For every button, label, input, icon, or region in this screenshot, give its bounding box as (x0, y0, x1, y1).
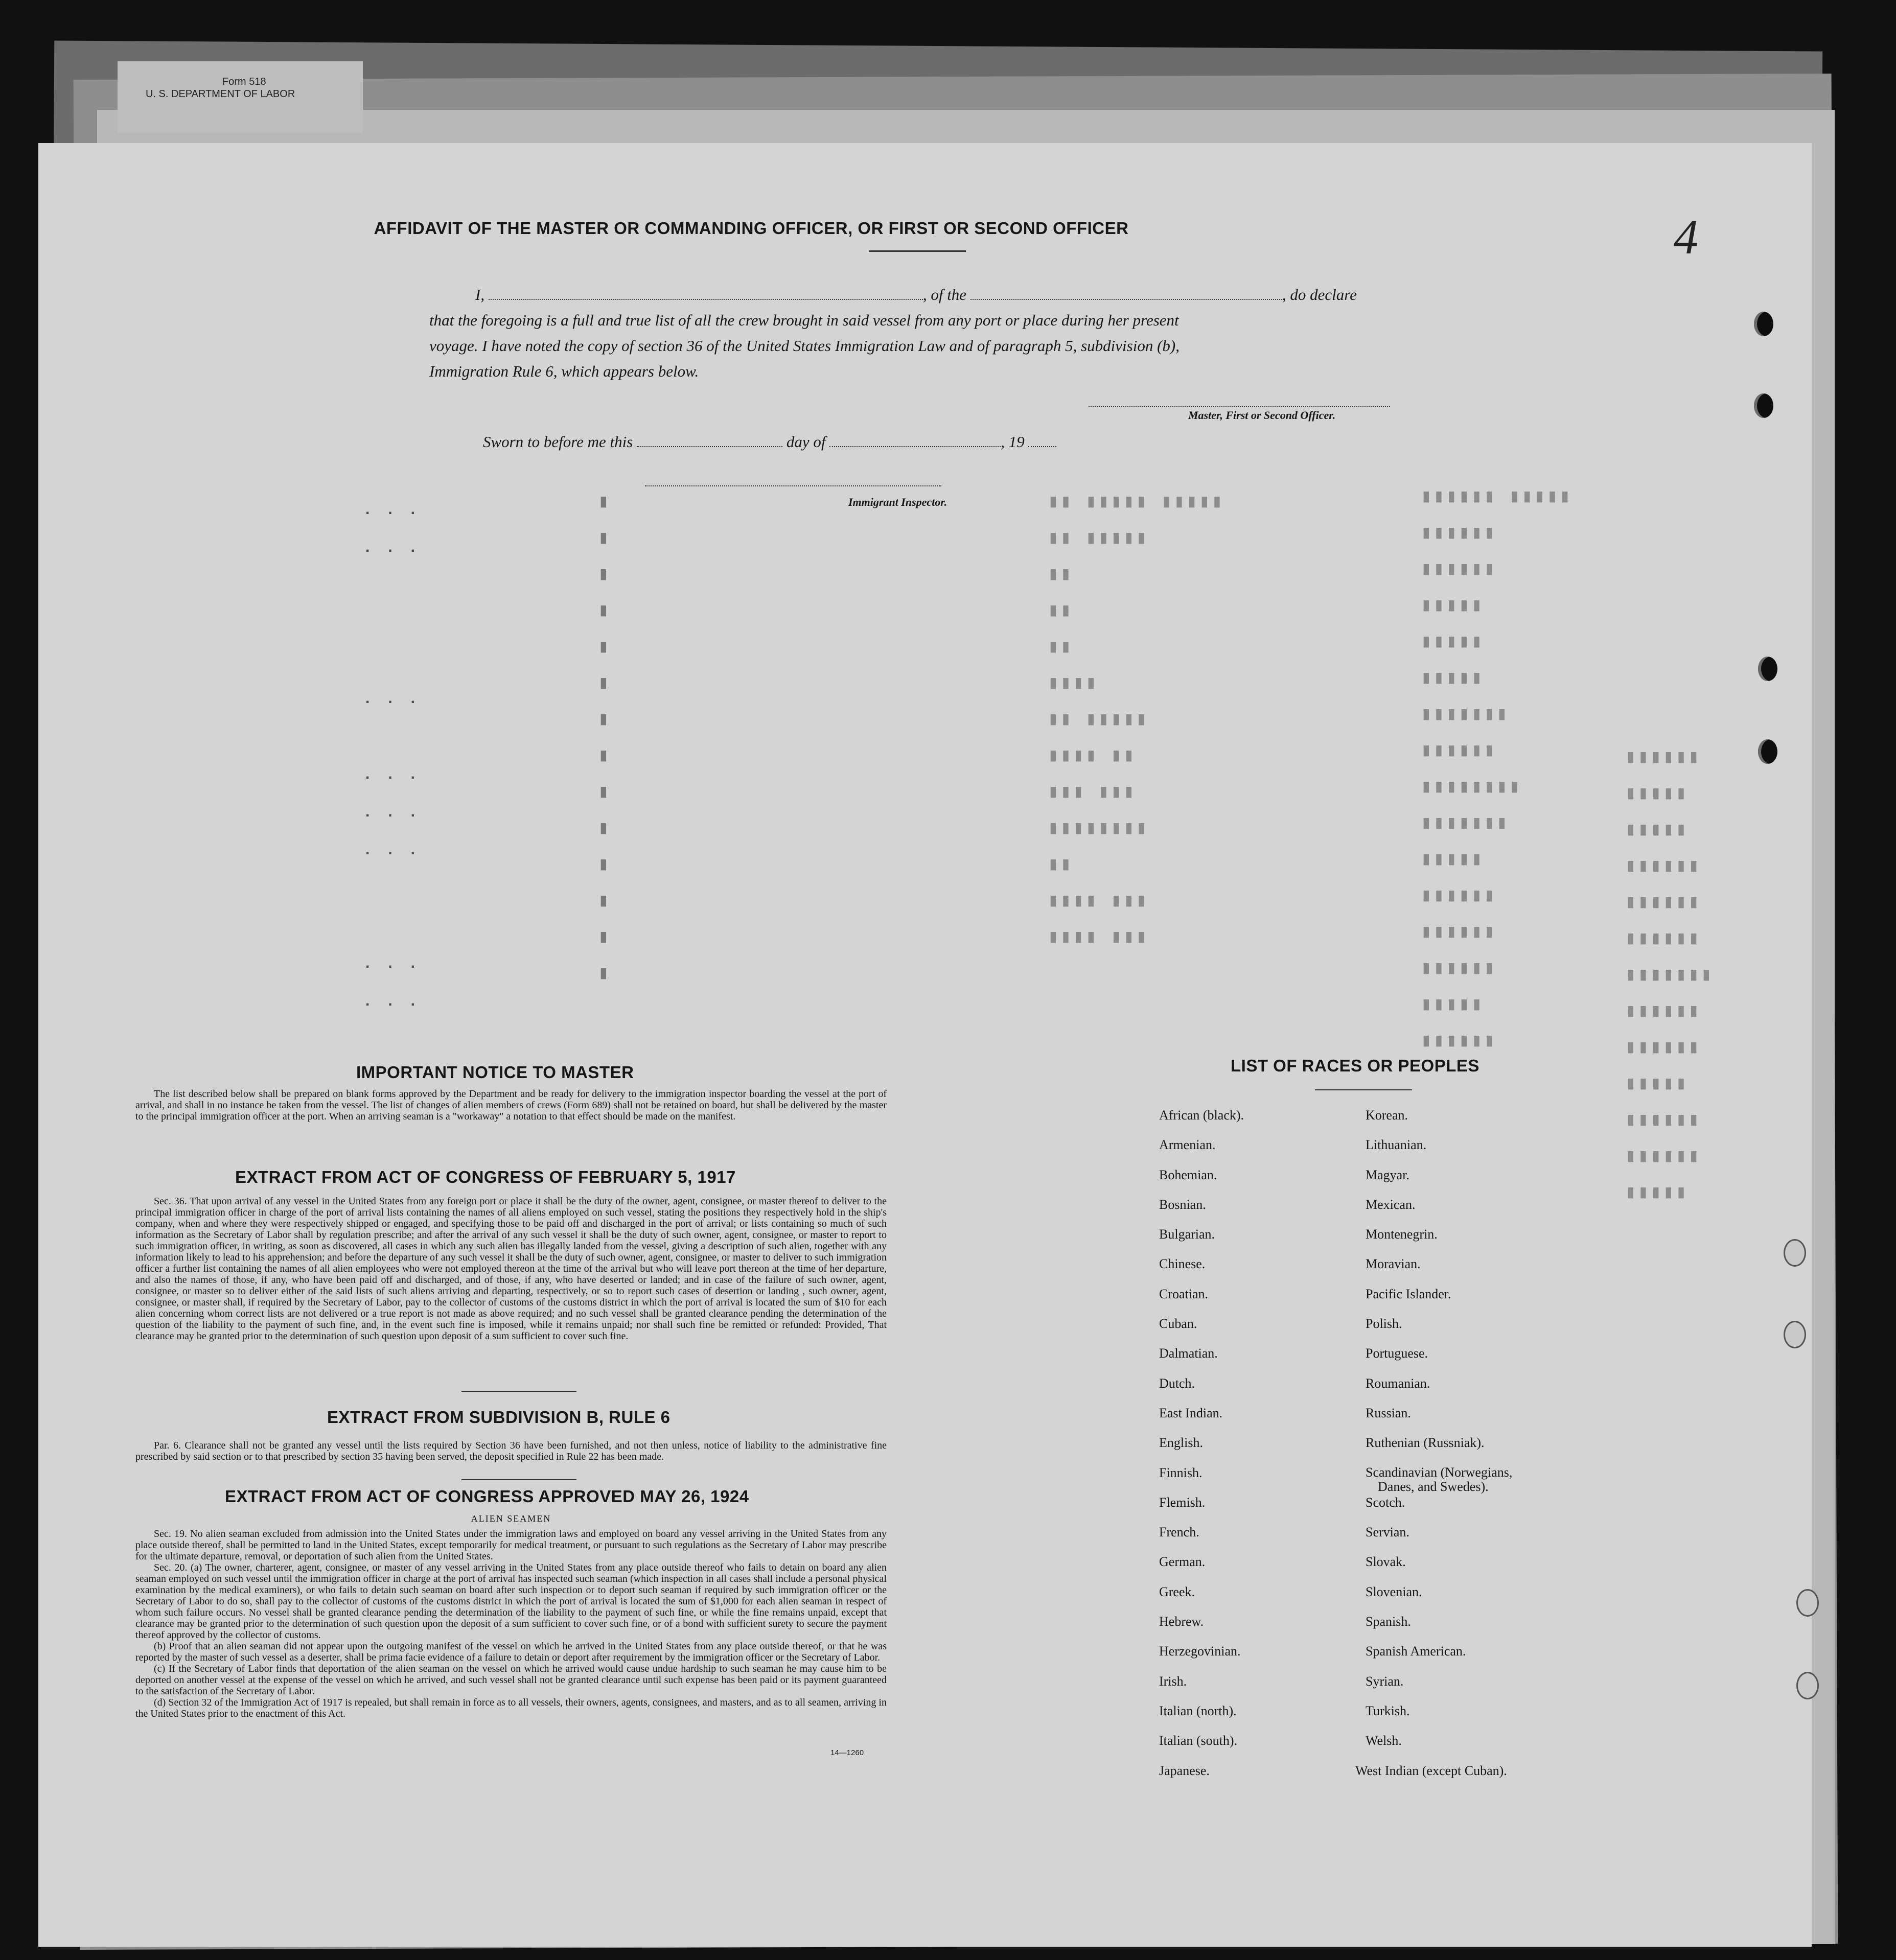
name-field[interactable] (489, 289, 923, 300)
race-item: German. (1159, 1554, 1206, 1570)
affidavit-declaration (429, 282, 1421, 384)
race-item: Polish. (1366, 1316, 1402, 1332)
race-item: Cuban. (1159, 1316, 1197, 1332)
race-item: Montenegrin. (1366, 1227, 1438, 1242)
inspector-label: Immigrant Inspector. (848, 496, 947, 508)
bleed-through-texture: ▮▮ ▮▮▮▮▮ ▮▮▮▮▮ ▮▮ ▮▮▮▮▮ ▮▮ ▮▮ ▮▮ ▮▮▮▮ ▮▮ ▮▮▮▮▮ ▮▮▮▮ ▮▮ ▮▮▮ ▮▮▮ ▮▮▮▮▮▮▮▮ ▮▮ ▮▮▮▮ ▮▮▮ ▮▮▮▮ ▮▮▮ (1048, 492, 1224, 948)
race-item: Dutch. (1159, 1375, 1195, 1391)
inspector-signature-field[interactable] (645, 475, 941, 486)
divider (1315, 1089, 1412, 1090)
race-item: Moravian. (1366, 1256, 1421, 1272)
race-item: Russian. (1366, 1405, 1411, 1420)
extract-1924-text (135, 1510, 887, 1719)
races-right-column (1355, 1108, 1513, 1793)
page-number-mark: 4 (1674, 209, 1698, 264)
race-item: Magyar. (1366, 1167, 1409, 1182)
form-number: Form 518 (222, 76, 266, 87)
race-item: Finnish. (1159, 1465, 1203, 1480)
sworn-start: Sworn to before me this (483, 433, 633, 451)
race-item: English. (1159, 1435, 1203, 1451)
extract-1917-title: EXTRACT FROM ACT OF CONGRESS OF FEBRUARY 5, 1917 (235, 1168, 736, 1186)
race-item: Italian (north). (1159, 1703, 1237, 1718)
binder-hole (1758, 657, 1777, 681)
rule-6-paragraph: Par. 6. Clearance shall not be granted any vessel until the lists required by Section 36 have been furnished, and not then unless, notice of liability to the administrative fine prescribed by said section or to that prescribed by section 35 having been served, the deposit specified in Rule 22 has been made. (135, 1440, 887, 1462)
race-item: East Indian. (1159, 1405, 1223, 1420)
section-20c-paragraph: (c) If the Secretary of Labor finds that deportation of the alien seaman on the vessel on which he arrived would cause undue hardship to such seaman he may cause him to be deported on another vessel at the expense of the vessel on which he arrived, and such vessel shall not be granted clearance until such expense has been paid or its payment guaranteed to the satisfaction of the Secretary of Labor. (135, 1663, 887, 1697)
form-identifier (146, 76, 295, 100)
notice-title: IMPORTANT NOTICE TO MASTER (356, 1063, 634, 1082)
race-item: Korean. (1366, 1108, 1408, 1123)
race-item: Flemish. (1159, 1495, 1206, 1510)
race-item: Bosnian. (1159, 1197, 1206, 1212)
affidavit-title: AFFIDAVIT OF THE MASTER OR COMMANDING OFFICER, OR FIRST OR SECOND OFFICER (374, 219, 1129, 238)
divider (869, 250, 966, 252)
binder-hole (1796, 1589, 1819, 1617)
race-item: Scotch. (1366, 1495, 1405, 1510)
form-code: 14—1260 (830, 1748, 864, 1757)
race-item: Chinese. (1159, 1256, 1206, 1272)
binder-hole (1796, 1672, 1819, 1699)
race-item-line: Danes, and Swedes). (1378, 1479, 1489, 1494)
section-36-paragraph: Sec. 36. That upon arrival of any vessel in the United States from any foreign port or place it shall be the duty of the owner, agent, consignee, or master thereof to deliver to the principal immigration officer in charge of the port of arrival lists containing the names of all aliens employed on such vessel, stating the positions they respectively hold in the ship's company, when and where they were respectively shipped or engaged, and specifying those to be paid off and discharged in the port of arrival; or lists containing so much of such information as the Secretary of Labor shall by regulation prescribe; and after the arrival of any such vessel it shall be the duty of such owner, agent, consignee, or master to report to such immigration officer, in writing, as soon as discovered, all cases in which any such alien has illegally landed from the vessel, giving a description of such alien, together with any information likely to lead to his apprehension; and before the departure of any such vessel it shall be the duty of such owner, agent, consignee, or master to deliver to such immigration officer a further list containing the names of all alien employees who were not employed thereon at the time of the arrival but who will leave port thereon at the time of her departure, and also the names of those, if any, who have been paid off and discharged, and of those, if any, who have deserted or landed; and in case of the failure of such owner, agent, consignee, or master so to deliver either of the said lists of such aliens arriving and departing, respectively, or so to report such cases of desertion or landing , such owner, agent, consignee, or master shall, if required by the Secretary of Labor, pay to the collector of customs of the customs district in which the port of arrival is located the sum of $10 for each alien concerning whom correct lists are not delivered or a true report is not made as above required; and no such vessel shall be granted clearance pending the determination of the question of the liability to the payment of such fine, and, in the event such fine is imposed, while it remains unpaid; nor shall such fine be remitted or refunded: Provided, That clearance may be granted prior to the determination of such question upon deposit of a sum sufficient to cover such fine. (135, 1196, 887, 1342)
rule-6-text (135, 1440, 887, 1462)
affidavit-i: I, (475, 286, 485, 304)
race-item: Mexican. (1366, 1197, 1416, 1212)
sworn-day-of: day of (786, 433, 826, 451)
rule-6-title: EXTRACT FROM SUBDIVISION B, RULE 6 (327, 1408, 670, 1427)
race-item: Herzegovinian. (1159, 1644, 1241, 1659)
race-item: Armenian. (1159, 1137, 1216, 1153)
alien-seamen-subtitle: ALIEN SEAMEN (471, 1513, 551, 1524)
affidavit-of-the: , of the (922, 286, 967, 304)
sworn-statement (483, 429, 1056, 455)
race-item: West Indian (except Cuban). (1355, 1763, 1507, 1778)
binder-hole (1758, 739, 1777, 764)
divider (461, 1391, 576, 1392)
race-item: French. (1159, 1525, 1199, 1540)
race-item: African (black). (1159, 1108, 1244, 1123)
race-item: Ruthenian (Russniak). (1366, 1435, 1485, 1451)
affidavit-line-3: voyage. I have noted the copy of section 36 of the United States Immigration Law and of paragraph 5, subdivision (b), (429, 337, 1180, 355)
race-item-line: Scandinavian (Norwegians, (1366, 1464, 1513, 1480)
race-item: Roumanian. (1366, 1375, 1430, 1391)
race-item: Spanish American. (1366, 1644, 1466, 1659)
section-20d-paragraph: (d) Section 32 of the Immigration Act of 1917 is repealed, but shall remain in force as to all vessels, their owners, agents, consignees, and masters, and as to all seamen, arriving in the United States prior to the enactment of this Act. (135, 1697, 887, 1719)
race-item: Dalmatian. (1159, 1346, 1218, 1361)
section-19-paragraph: Sec. 19. No alien seaman excluded from admission into the United States under the immigration laws and employed on board any vessel arriving in the United States from any place outside thereof, shall be permitted to land in the United States, except temporarily for medical treatment, or pursuant to such regulations as the Secretary of Labor may prescribe for the ultimate departure, removal, or deportation of such alien from the United States. (135, 1528, 887, 1562)
races-title: LIST OF RACES OR PEOPLES (1231, 1056, 1479, 1075)
sworn-year-field[interactable] (1028, 436, 1056, 447)
extract-1924-title: EXTRACT FROM ACT OF CONGRESS APPROVED MAY 26, 1924 (225, 1487, 749, 1506)
race-item: Italian (south). (1159, 1733, 1238, 1748)
binder-hole (1754, 312, 1773, 336)
race-item: Slovenian. (1366, 1584, 1422, 1599)
race-item: Bulgarian. (1159, 1227, 1215, 1242)
sworn-year: , 19 (1001, 433, 1025, 451)
sworn-month-field[interactable] (829, 436, 1001, 447)
divider (461, 1479, 576, 1480)
sworn-day-field[interactable] (637, 436, 782, 447)
race-item: Syrian. (1366, 1673, 1404, 1689)
bleed-through-texture: ▮ ▮ ▮ ▮ ▮ ▮ ▮ ▮ ▮ ▮ ▮ ▮ ▮ ▮ (598, 492, 611, 984)
race-item: Bohemian. (1159, 1167, 1217, 1182)
master-signature-field[interactable] (1089, 396, 1390, 407)
affidavit-declare: , do declare (1282, 286, 1357, 304)
race-item (1366, 1465, 1512, 1495)
notice-text (135, 1088, 887, 1122)
race-item: Servian. (1366, 1525, 1409, 1540)
affidavit-line-2: that the foregoing is a full and true list of all the crew brought in said vessel from any port or place during her present (429, 311, 1179, 329)
binder-hole (1784, 1239, 1806, 1267)
race-item: Croatian. (1159, 1286, 1209, 1301)
race-item: Turkish. (1366, 1703, 1410, 1718)
race-item: Slovak. (1366, 1554, 1406, 1570)
affidavit-line-4: Immigration Rule 6, which appears below. (429, 362, 699, 380)
race-item: Greek. (1159, 1584, 1195, 1599)
race-item: Irish. (1159, 1673, 1187, 1689)
section-20a-paragraph: Sec. 20. (a) The owner, charterer, agent, consignee, or master of any vessel arriving in the United States from any place outside thereof who fails to detain on board any alien seaman employed on such vessel until the immigration officer in charge at the port of arrival has inspected such seaman (which inspection in all cases shall include a personal physical examination by the medical examiners), or who fails to detain such seaman on board after such inspection or to deport such seaman if required by such immigration officer or the Secretary of Labor to do so, shall pay to the collector of customs of the customs district in which the port of arrival is located the sum of $1,000 for each alien seaman in respect of whom such failure occurs. No vessel shall be granted clearance pending the determination of the liability to the payment of such fine, or while the fine remains unpaid, except that clearance may be granted prior to the determination of such question upon the deposit of a sum sufficient to cover such fine, or of a bond with sufficient surety to secure the payment thereof approved by the collector of customs. (135, 1562, 887, 1641)
tally-dots: ... ... ... ... ... ... ... ... (365, 501, 434, 1009)
race-item: Hebrew. (1159, 1614, 1204, 1629)
department-name: U. S. DEPARTMENT OF LABOR (146, 88, 295, 100)
race-item: Spanish. (1366, 1614, 1411, 1629)
master-signature-label: Master, First or Second Officer. (1188, 409, 1336, 422)
race-item: Lithuanian. (1366, 1137, 1427, 1153)
vessel-field[interactable] (970, 289, 1282, 300)
notice-paragraph: The list described below shall be prepared on blank forms approved by the Department and be ready for delivery to the immigration inspector boarding the vessel at the port of arrival, and shall in no instance be taken from the vessel. The list of changes of alien members of crews (Form 689) shall not be retained on board, but shall be delivered by the master to the principal immigration officer at the port. When an arriving seaman is a "workaway" a notation to that effect should be made on the manifest. (135, 1088, 887, 1122)
bleed-through-texture: ▮▮▮▮▮▮ ▮▮▮▮▮ ▮▮▮▮▮▮ ▮▮▮▮▮▮ ▮▮▮▮▮ ▮▮▮▮▮ ▮▮▮▮▮ ▮▮▮▮▮▮▮ ▮▮▮▮▮▮ ▮▮▮▮▮▮▮▮ ▮▮▮▮▮▮▮ ▮▮▮▮▮ ▮▮▮▮▮▮ ▮▮▮▮▮▮ ▮▮▮▮▮▮ ▮▮▮▮▮ ▮▮▮▮▮▮ (1421, 486, 1573, 1052)
race-item: Japanese. (1159, 1763, 1210, 1778)
race-item: Welsh. (1366, 1733, 1402, 1748)
races-left-column (1159, 1108, 1244, 1793)
binder-hole (1754, 393, 1773, 418)
section-20b-paragraph: (b) Proof that an alien seaman did not appear upon the outgoing manifest of the vessel on which he arrived in the United States from any place outside thereof, or that he was reported by the master of such vessel as a deserter, shall be prima facie evidence of a failure to detain or deport after requirement by the immigration officer or the Secretary of Labor. (135, 1641, 887, 1663)
race-item: Pacific Islander. (1366, 1286, 1451, 1301)
race-item: Portuguese. (1366, 1346, 1428, 1361)
bleed-through-texture: ▮▮▮▮▮▮ ▮▮▮▮▮ ▮▮▮▮▮ ▮▮▮▮▮▮ ▮▮▮▮▮▮ ▮▮▮▮▮▮ ▮▮▮▮▮▮▮ ▮▮▮▮▮▮ ▮▮▮▮▮▮ ▮▮▮▮▮ ▮▮▮▮▮▮ ▮▮▮▮▮▮ ▮▮▮▮▮ (1625, 747, 1714, 1203)
binder-hole (1784, 1321, 1806, 1348)
extract-1917-text (135, 1196, 887, 1342)
